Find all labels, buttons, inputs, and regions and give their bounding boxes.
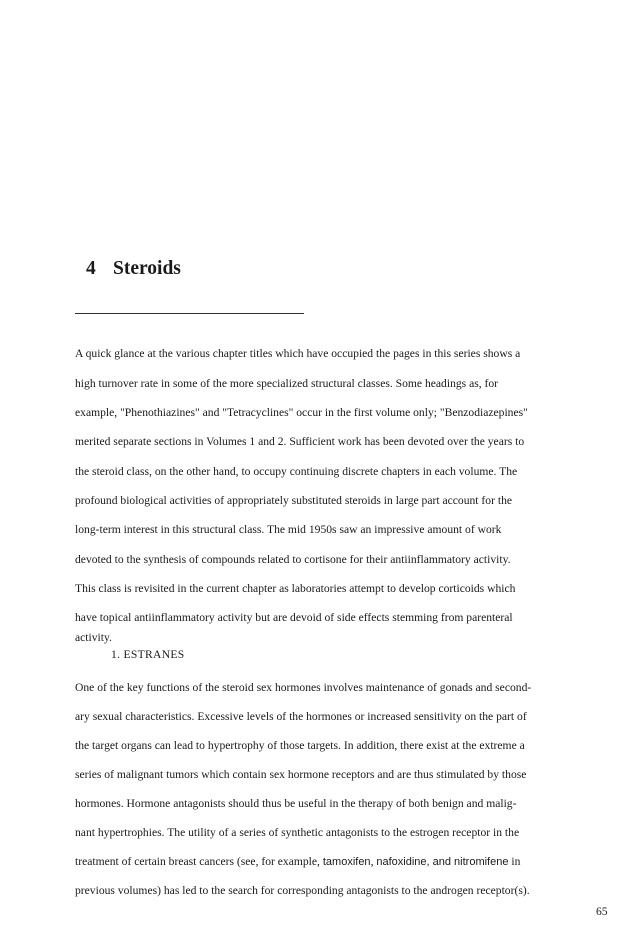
section-line: previous volumes) has led to the search for corresponding antagonists to the androgen receptor(s). bbox=[75, 884, 530, 897]
intro-line: long-term interest in this structural class. The mid 1950s saw an impressive amount of work bbox=[75, 523, 502, 536]
chapter-title: Steroids bbox=[113, 258, 181, 279]
line-text: , bbox=[370, 855, 377, 868]
page-number: 65 bbox=[596, 905, 608, 918]
intro-line: profound biological activities of appropriately substituted steroids in large part account for the bbox=[75, 494, 513, 507]
section-heading-estranes: 1. ESTRANES bbox=[111, 648, 185, 661]
section-line: ary sexual characteristics. Excessive levels of the hormones or increased sensitivity on the part of bbox=[75, 710, 527, 723]
section-line-compounds bbox=[75, 854, 520, 870]
line-text: , and bbox=[426, 856, 455, 868]
intro-line: high turnover rate in some of the more specialized structural classes. Some headings as, for bbox=[75, 377, 499, 390]
section-line: hormones. Hormone antagonists should thus be useful in the therapy of both benign and malig- bbox=[75, 797, 517, 810]
intro-line: the steroid class, on the other hand, to occupy continuing discrete chapters in each volume. The bbox=[75, 465, 518, 478]
intro-line: activity. bbox=[75, 631, 112, 644]
intro-line: example, "Phenothiazines" and "Tetracyclines" occur in the first volume only; "Benzodiazepines" bbox=[75, 406, 528, 419]
intro-line: This class is revisited in the current chapter as laboratories attempt to develop corticoids which bbox=[75, 582, 516, 595]
section-line: the target organs can lead to hypertrophy of those targets. In addition, there exist at the extreme a bbox=[75, 739, 525, 752]
section-line: nant hypertrophies. The utility of a series of synthetic antagonists to the estrogen receptor in the bbox=[75, 826, 520, 839]
intro-line: merited separate sections in Volumes 1 and 2. Sufficient work has been devoted over the years to bbox=[75, 435, 525, 448]
section-line: series of malignant tumors which contain sex hormone receptors and are thus stimulated by those bbox=[75, 768, 527, 781]
section-line: One of the key functions of the steroid sex hormones involves maintenance of gonads and second- bbox=[75, 681, 532, 694]
line-text: in bbox=[508, 855, 521, 868]
intro-line: have topical antiinflammatory activity but are devoid of side effects stemming from parenteral bbox=[75, 611, 513, 624]
compound-tamoxifen: tamoxifen bbox=[322, 856, 371, 868]
intro-line: devoted to the synthesis of compounds related to cortisone for their antiinflammatory activity. bbox=[75, 553, 511, 566]
intro-line: A quick glance at the various chapter titles which have occupied the pages in this series shows a bbox=[75, 347, 521, 360]
chapter-number: 4 bbox=[86, 258, 96, 279]
line-text: treatment of certain breast cancers (see, for example, bbox=[75, 855, 323, 868]
compound-nitromifene: nitromifene bbox=[454, 856, 509, 868]
compound-nafoxidine: nafoxidine bbox=[376, 856, 427, 868]
